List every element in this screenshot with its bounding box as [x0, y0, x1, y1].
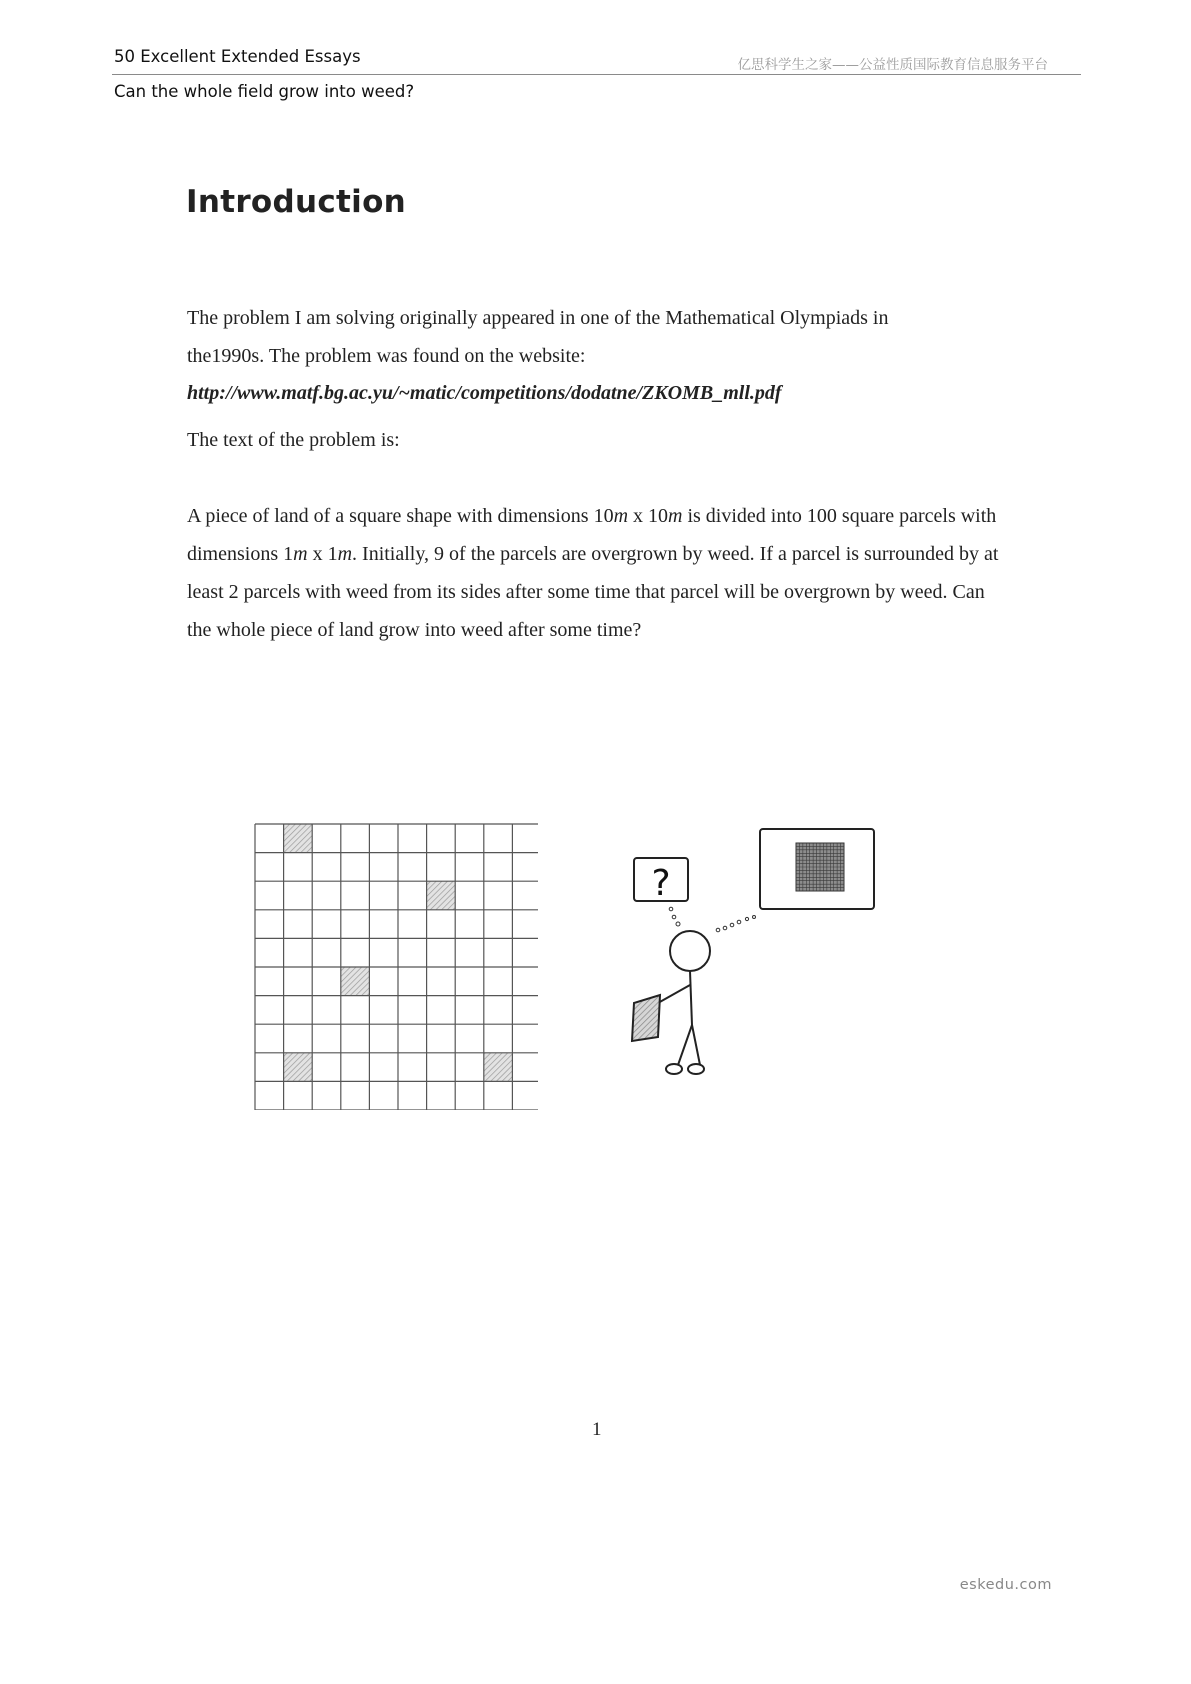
watermark-text: 亿思科学生之家——公益性质国际教育信息服务平台: [737, 57, 1048, 73]
page-number: 1: [592, 1419, 602, 1440]
problem-intro-text: The text of the problem is:: [187, 429, 400, 451]
weed-cell: [427, 881, 456, 910]
section-heading: Introduction: [186, 184, 407, 220]
weed-cell: [484, 1053, 513, 1082]
intro-paragraph: [187, 299, 888, 375]
dream-grid-group: [796, 843, 844, 891]
question-mark: ?: [651, 863, 671, 904]
stick-figure-cartoon: [620, 825, 900, 1095]
footer-site: eskedu.com: [959, 1577, 1052, 1593]
problem-statement: A piece of land of a square shape with dimensions 10m x 10m is divided into 100 square parcels with dimensions 1m x 1m. Initially, 9 of the parcels are overgrown by weed. If a parcel is surrounded by at least 2 parcels with weed from its sides after some time that parcel will be overgrown by weed. Can the whole piece of land grow into weed after some time?: [187, 505, 999, 641]
field-grid-figure: [248, 820, 538, 1110]
weed-cell: [341, 967, 370, 996]
intro-line-2: the1990s. The problem was found on the website:: [187, 345, 586, 367]
source-url[interactable]: http://www.matf.bg.ac.yu/~matic/competitions/dodatne/ZKOMB_mll.pdf: [187, 382, 782, 404]
header-divider: [112, 74, 1081, 75]
weed-cell: [284, 824, 313, 853]
stick-figure-head: [670, 931, 710, 971]
essay-title: Can the whole field grow into weed?: [114, 82, 415, 101]
weed-sign: [632, 995, 660, 1041]
book-title: 50 Excellent Extended Essays: [114, 47, 361, 66]
weed-cell: [284, 1053, 313, 1082]
intro-line-1: The problem I am solving originally appeared in one of the Mathematical Olympiads in: [187, 307, 889, 329]
